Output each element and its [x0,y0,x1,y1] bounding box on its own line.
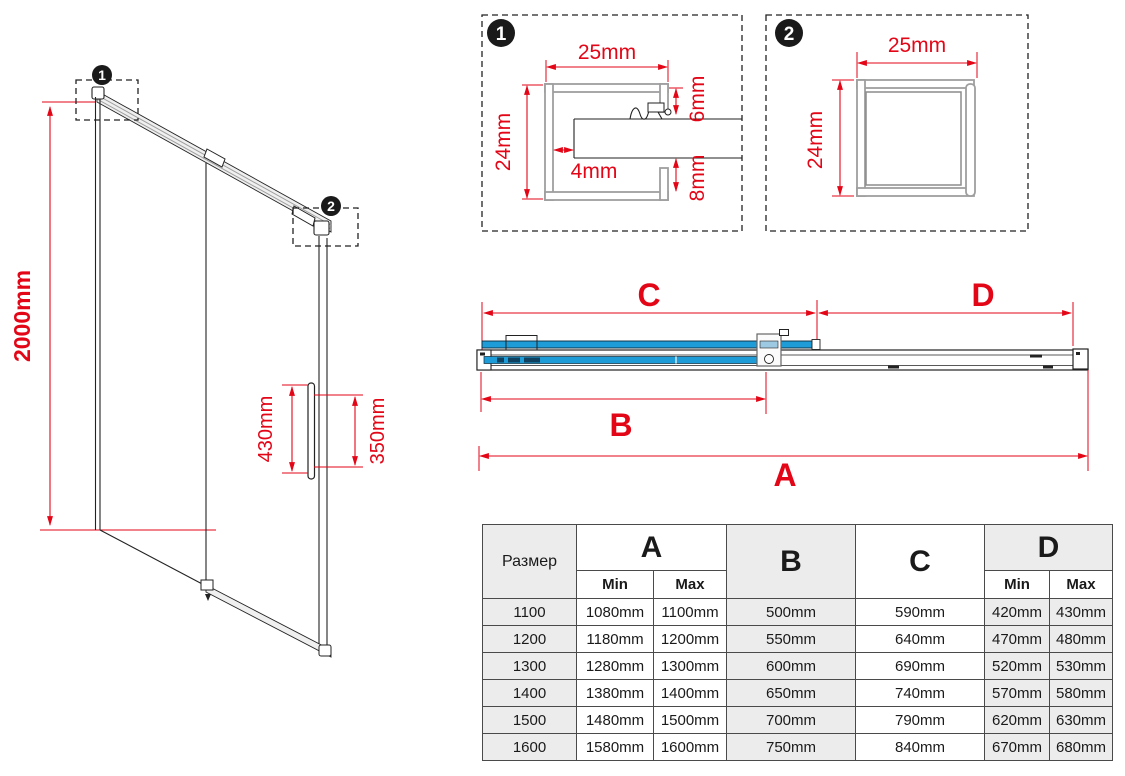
bottom-rail-end-cap [319,645,331,656]
table-cell-size: 1500 [483,707,577,734]
profile-detail-1 [482,15,742,231]
track-end-block-right [1073,349,1088,369]
column-header-d: D [985,525,1113,571]
bottom-guide-block [201,580,213,590]
a-max-header: Max [654,571,727,599]
table-cell-a_max: 1300mm [654,653,727,680]
bottom-rail [206,585,331,657]
table-cell-a_max: 1200mm [654,626,727,653]
table-cell-d_min: 620mm [985,707,1050,734]
overall-height-dim-label: 2000mm [9,269,35,363]
table-cell-a_max: 1400mm [654,680,727,707]
table-cell-size: 1300 [483,653,577,680]
table-cell-size: 1600 [483,734,577,761]
plan-dim-b-label: B [609,407,633,443]
plan-dim-d-label: D [971,277,995,313]
table-cell-d_max: 680mm [1050,734,1113,761]
detail1-width-dim-label: 25mm [577,41,637,64]
table-cell-a_max: 1100mm [654,599,727,626]
plan-dim-c-label: C [637,277,661,313]
profile-detail-2 [766,15,1028,231]
rail-end-cap-left [92,87,104,99]
table-cell-b: 650mm [727,680,856,707]
table-cell-a_min: 1280mm [577,653,654,680]
roller-knob [780,330,789,336]
detail-1-marker-number: 1 [495,24,507,45]
table-cell-d_max: 430mm [1050,599,1113,626]
profile2-right-wall [966,84,975,196]
table-row [483,599,1113,626]
table-cell-b: 500mm [727,599,856,626]
table-cell-a_min: 1480mm [577,707,654,734]
roller-wheel-icon [765,355,774,364]
table-cell-b: 550mm [727,626,856,653]
table-cell-a_min: 1180mm [577,626,654,653]
rail-end-cap-right [314,221,329,235]
table-cell-c: 640mm [856,626,985,653]
detail-2-marker-number: 2 [783,24,795,45]
top-view-drawing [477,277,1088,493]
table-cell-d_max: 480mm [1050,626,1113,653]
table-cell-d_min: 420mm [985,599,1050,626]
table-cell-b: 700mm [727,707,856,734]
profile2-bottom-wall [857,188,974,196]
plan-dim-a-label: A [773,457,797,493]
profile2-inner-wall [866,92,961,185]
glass-clip-body [648,103,664,112]
size-table-body [483,599,1113,761]
glass-clip-pin [665,109,671,115]
table-cell-c: 790mm [856,707,985,734]
detail1-height-dim-label: 24mm [492,112,515,172]
d-max-header: Max [1050,571,1113,599]
table-cell-b: 600mm [727,653,856,680]
profile2-top-wall [857,80,974,88]
table-cell-d_min: 570mm [985,680,1050,707]
table-cell-a_min: 1080mm [577,599,654,626]
d-min-header: Min [985,571,1050,599]
column-header-c: C [856,525,985,599]
table-cell-a_min: 1580mm [577,734,654,761]
table-cell-d_max: 530mm [1050,653,1113,680]
table-cell-d_min: 520mm [985,653,1050,680]
table-cell-c: 690mm [856,653,985,680]
detail2-width-dim-label: 25mm [887,34,947,57]
table-row [483,626,1113,653]
detail1-top-gap-dim-label: 6mm [686,75,709,123]
callout-marker-2-number: 2 [327,198,335,214]
profile1-top-wall [545,84,668,92]
column-header-b: B [727,525,856,599]
handle-inner-dim-label: 350mm [367,397,389,465]
table-row [483,707,1113,734]
table-cell-a_max: 1600mm [654,734,727,761]
table-cell-d_min: 670mm [985,734,1050,761]
guide-arrow-icon [205,594,211,601]
table-cell-c: 590mm [856,599,985,626]
sliding-glass-end-cap [812,340,820,350]
table-cell-c: 840mm [856,734,985,761]
table-cell-d_max: 630mm [1050,707,1113,734]
size-column-header: Размер [483,525,577,599]
callout-marker-1-number: 1 [98,67,106,83]
table-cell-d_max: 580mm [1050,680,1113,707]
table-row [483,680,1113,707]
profile2-left-wall [857,80,865,196]
door-handle [308,383,315,479]
size-table [482,524,1113,761]
table-cell-c: 740mm [856,680,985,707]
detail1-bottom-gap-dim-label: 8mm [686,154,709,202]
table-row [483,734,1113,761]
detail1-wall-gap-dim-label: 4mm [570,160,618,183]
table-cell-size: 1200 [483,626,577,653]
table-row [483,653,1113,680]
column-header-a: A [577,525,727,571]
table-cell-size: 1400 [483,680,577,707]
door-isometric-drawing [9,65,389,657]
profile1-bottom-lip [660,168,668,200]
detail2-height-dim-label: 24mm [804,110,827,170]
table-cell-b: 750mm [727,734,856,761]
a-min-header: Min [577,571,654,599]
table-cell-d_min: 470mm [985,626,1050,653]
profile1-bottom-wall [545,192,668,200]
handle-outer-dim-label: 430mm [255,395,277,463]
table-cell-a_max: 1500mm [654,707,727,734]
profile1-left-wall [545,84,553,200]
table-cell-size: 1100 [483,599,577,626]
table-cell-a_min: 1380mm [577,680,654,707]
